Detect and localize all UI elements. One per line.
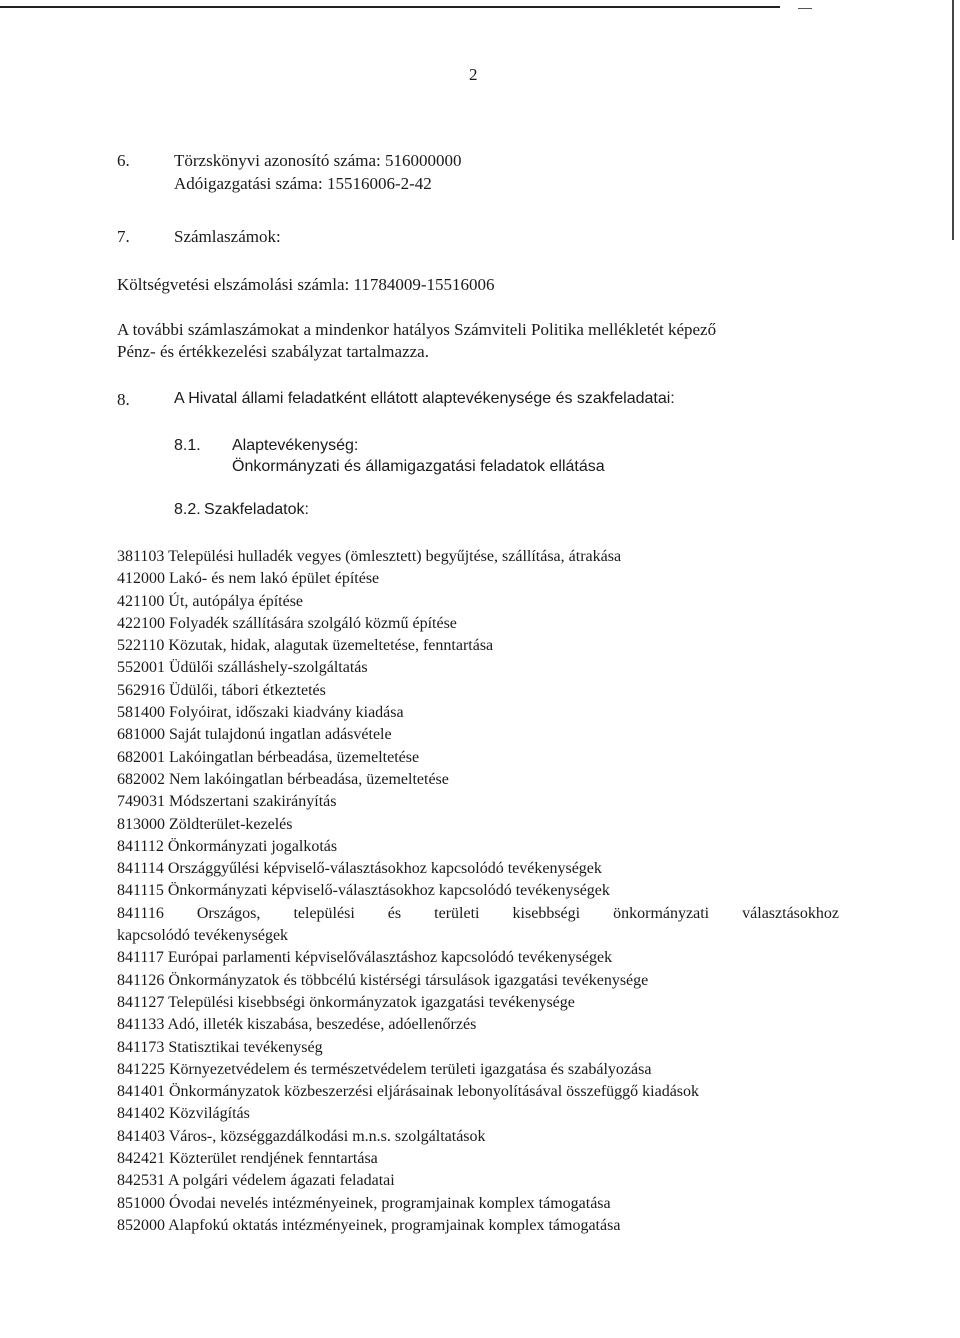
section-6-line-2: Adóigazgatási száma: 15516006-2-42 [174,174,432,193]
task-text: Folyóirat, időszaki kiadvány kiadása [169,704,404,722]
task-text: Közvilágítás [169,1105,250,1123]
list-item [117,814,839,836]
task-text: Alapfokú oktatás intézményeinek, programjainak komplex támogatása [168,1216,621,1234]
scan-border-right [952,0,954,240]
account-note-line-2: Pénz- és értékkezelési szabályzat tartalmazza. [117,342,429,361]
section-8-title: A Hivatal állami feladatként ellátott alaptevékenysége és szakfeladatai: [174,390,675,407]
list-item [117,880,839,902]
list-item [117,1170,839,1192]
task-code: 562916 [117,681,165,699]
task-text: Önkormányzatok közbeszerzési eljárásainak lebonyolításával összefüggő kiadások [169,1083,700,1101]
list-item [117,1059,839,1081]
list-item [117,903,839,925]
task-text: Óvodai nevelés intézményeinek, programjainak komplex támogatása [169,1194,611,1212]
task-code: 842531 [117,1172,165,1190]
task-text: Országgyűlési képviselő-választásokhoz kapcsolódó tevékenységek [167,860,602,878]
list-item [117,836,839,858]
task-text: Települési hulladék vegyes (ömlesztett) begyűjtése, szállítása, átrakása [168,548,622,565]
task-code: 841127 [117,993,165,1011]
task-code: 841116 [117,904,164,922]
task-code: 841403 [117,1127,165,1145]
task-code: 841173 [117,1038,165,1056]
task-text: Üdülői szálláshely-szolgáltatás [169,659,368,677]
task-text: Út, autópálya építése [168,592,304,610]
section-6-number: 6. [117,151,130,170]
task-code: 381103 [117,548,165,565]
task-code: 749031 [117,793,165,811]
list-item [117,568,839,590]
list-item [117,546,839,568]
section-8-number: 8. [117,390,130,409]
task-code: 682002 [117,770,165,788]
section-6-line-1: Törzskönyvi azonosító száma: 516000000 [174,151,462,170]
task-code: 412000 [117,570,165,588]
task-code: 841401 [117,1083,165,1101]
list-item [117,657,839,679]
scan-border-top [0,6,780,8]
task-text: Közterület rendjének fenntartása [169,1150,378,1168]
task-text: Önkormányzatok és többcélú kistérségi társulások igazgatási tevékenysége [168,971,649,989]
task-text: Üdülői, tábori étkeztetés [169,681,326,699]
page-number: 2 [469,65,478,84]
list-item [117,791,839,813]
task-code: 851000 [117,1194,165,1212]
list-item-continuation [117,925,839,947]
section-8-1-text: Önkormányzati és államigazgatási feladatok ellátása [232,458,605,475]
list-item [117,635,839,657]
list-item [117,769,839,791]
list-item [117,680,839,702]
list-item [117,1148,839,1170]
task-code: 841133 [117,1016,165,1034]
task-text: Önkormányzati jogalkotás [167,837,338,855]
task-text: kapcsolódó tevékenységek [117,927,289,945]
task-code: 841114 [117,860,164,878]
task-text: Módszertani szakirányítás [169,793,337,811]
task-code: 813000 [117,815,165,833]
task-code: 421100 [117,592,165,610]
task-text: Önkormányzati képviselő-választásokhoz kapcsolódó tevékenységek [167,882,610,900]
task-code: 841402 [117,1105,165,1123]
task-code: 842421 [117,1150,165,1168]
task-code: 841117 [117,949,164,967]
scan-mark [798,8,812,9]
list-item [117,947,839,969]
task-list [117,546,839,1237]
list-item [117,591,839,613]
account-line: Költségvetési elszámolási számla: 11784009-15516006 [117,275,495,294]
task-text: Települési kisebbségi önkormányzatok igazgatási tevékenysége [168,993,575,1011]
list-item [117,970,839,992]
section-7-number: 7. [117,227,130,246]
task-code: 852000 [117,1216,165,1234]
task-text: Lakóingatlan bérbeadása, üzemeltetése [169,748,420,766]
list-item [117,858,839,880]
task-text: Lakó- és nem lakó épület építése [169,570,380,588]
task-text: Környezetvédelem és természetvédelem területi igazgatása és szabályozása [169,1060,652,1078]
list-item [117,702,839,724]
list-item [117,1193,839,1215]
section-7-title: Számlaszámok: [174,227,281,246]
task-code: 681000 [117,726,165,744]
account-note-line-1: A további számlaszámokat a mindenkor hatályos Számviteli Politika mellékletét képező [117,320,717,339]
list-item [117,613,839,635]
list-item [117,1126,839,1148]
task-code: 841115 [117,882,164,900]
task-code: 841126 [117,971,165,989]
list-item [117,992,839,1014]
list-item [117,1037,839,1059]
task-text: Nem lakóingatlan bérbeadása, üzemeltetése [169,770,449,788]
list-item [117,1215,839,1237]
task-text: Közutak, hidak, alagutak üzemeltetése, fenntartása [168,637,494,655]
task-text: Zöldterület-kezelés [169,815,293,833]
section-8-1-number: 8.1. [174,437,201,454]
section-8-2-number: 8.2. [174,501,201,518]
task-text: Európai parlamenti képviselőválasztáshoz kapcsolódó tevékenységek [167,949,613,967]
task-code: 422100 [117,614,165,632]
task-text: A polgári védelem ágazati feladatai [168,1172,395,1190]
task-code: 841112 [117,837,164,855]
list-item [117,747,839,769]
list-item [117,1014,839,1036]
task-text: Saját tulajdonú ingatlan adásvétele [169,726,392,744]
task-text: Adó, illeték kiszabása, beszedése, adóellenőrzés [167,1016,477,1034]
task-code: 682001 [117,748,165,766]
task-text: Város-, községgazdálkodási m.n.s. szolgáltatások [168,1127,486,1145]
task-code: 581400 [117,704,165,722]
task-text: Folyadék szállítására szolgáló közmű építése [169,614,457,632]
section-8-1-title: Alaptevékenység: [232,437,359,454]
list-item [117,1081,839,1103]
task-text: Statisztikai tevékenység [168,1038,323,1056]
list-item [117,1103,839,1125]
task-code: 522110 [117,637,165,655]
list-item [117,724,839,746]
section-8-2-title: Szakfeladatok: [204,501,309,518]
task-code: 841225 [117,1060,165,1078]
task-code: 552001 [117,659,165,677]
task-text: Országos, települési és területi kisebbségi önkormányzati választásokhoz [196,904,839,922]
